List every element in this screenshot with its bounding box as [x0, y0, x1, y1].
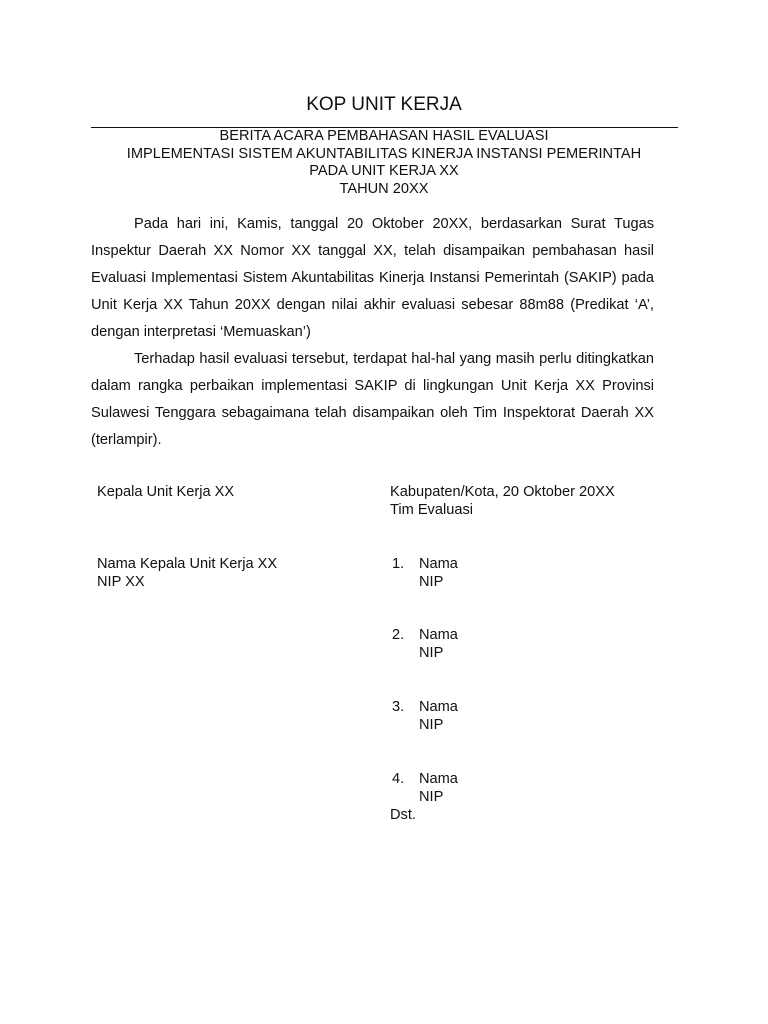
member-name: Nama: [419, 771, 458, 787]
signature-place-date: Kabupaten/Kota, 20 Oktober 20XX: [390, 484, 615, 500]
member-number: 1.: [392, 556, 405, 572]
member-number: 2.: [392, 627, 405, 643]
body-paragraph-1: Pada hari ini, Kamis, tanggal 20 Oktober 20XX, berdasarkan Surat Tugas Inspektur Daerah XX Nomor XX tanggal XX, telah disampaikan pembahasan hasil Evaluasi Implementasi Sistem Akuntabilitas Kinerja Instansi Pemerintah (SAKIP) pada Unit Kerja XX Tahun 20XX dengan nilai akhir evaluasi sebesar 88m88 (Predikat ‘A’, dengan interpretasi ‘Memuaskan’): [91, 216, 654, 340]
document-body: [91, 211, 654, 454]
member-name: Nama: [419, 627, 458, 643]
member-name: Nama: [419, 699, 458, 715]
title-line-4: TAHUN 20XX: [339, 180, 429, 197]
title-line-2: IMPLEMENTASI SISTEM AKUNTABILITAS KINERJA INSTANSI PEMERINTAH: [126, 145, 642, 162]
member-nip: NIP: [419, 717, 444, 733]
body-paragraph-2: Terhadap hasil evaluasi tersebut, terdapat hal-hal yang masih perlu ditingkatkan dalam rangka perbaikan implementasi SAKIP di lingkungan Unit Kerja XX Provinsi Sulawesi Tenggara sebagaimana telah disampaikan oleh Tim Inspektorat Daerah XX (terlampir).: [91, 351, 654, 448]
member-nip: NIP: [419, 574, 444, 590]
document-title: [0, 128, 768, 198]
title-line-3: PADA UNIT KERJA XX: [309, 163, 459, 179]
signature-team-label: Tim Evaluasi: [390, 502, 473, 518]
more-members-label: Dst.: [390, 807, 416, 823]
signature-left-role: Kepala Unit Kerja XX: [97, 484, 235, 500]
member-name: Nama: [419, 556, 458, 572]
title-line-1: BERITA ACARA PEMBAHASAN HASIL EVALUASI: [219, 128, 549, 144]
member-nip: NIP: [419, 645, 444, 661]
member-number: 3.: [392, 699, 405, 715]
member-nip: NIP: [419, 789, 444, 805]
signature-left-name: Nama Kepala Unit Kerja XX: [97, 556, 278, 572]
signature-left-nip: NIP XX: [97, 574, 145, 590]
member-number: 4.: [392, 771, 405, 787]
letterhead-title: KOP UNIT KERJA: [306, 94, 462, 115]
